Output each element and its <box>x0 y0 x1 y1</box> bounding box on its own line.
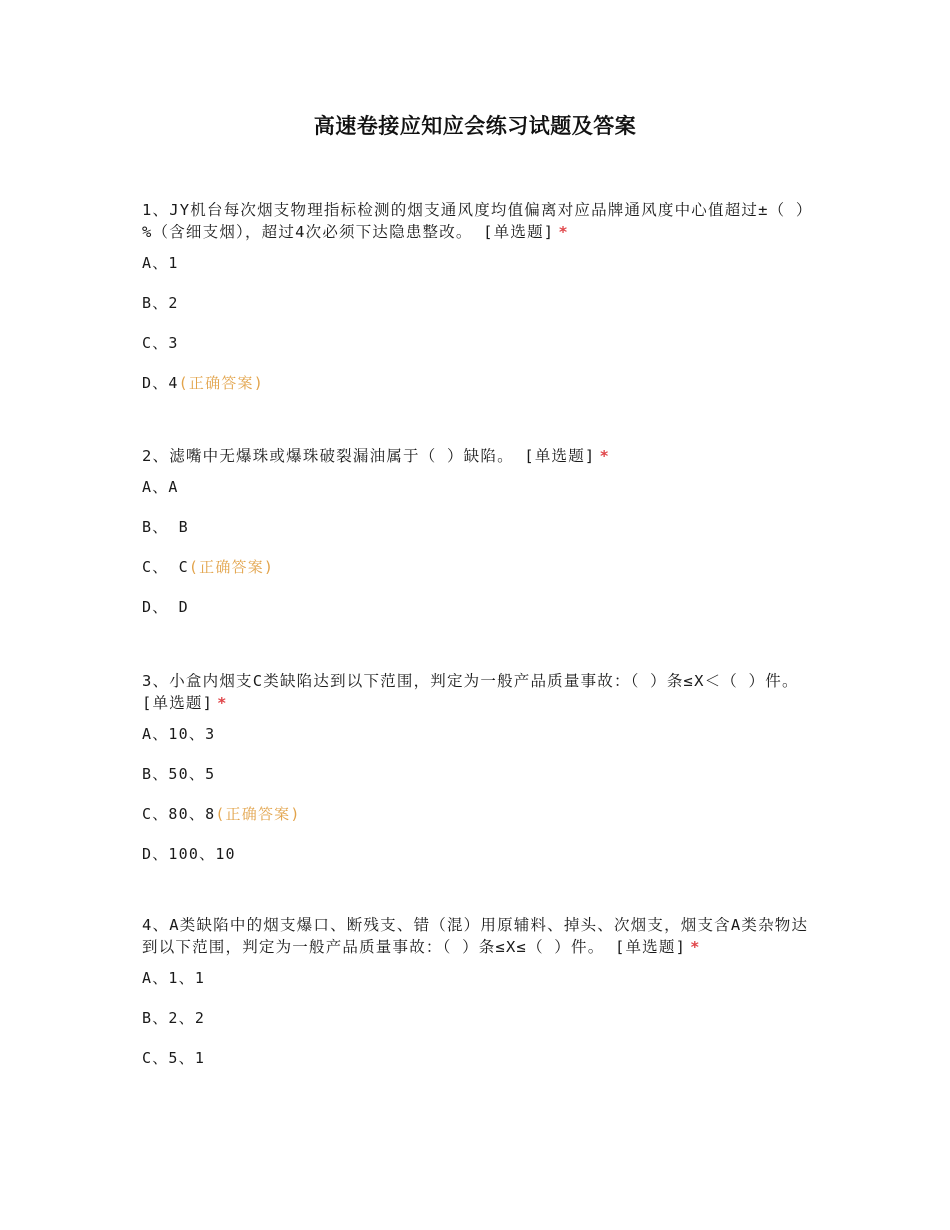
option-a[interactable]: A、10、3 <box>142 725 216 743</box>
option-a[interactable]: A、1、1 <box>142 969 206 987</box>
question-stem <box>142 445 812 467</box>
option-c[interactable]: C、 C(正确答案) <box>142 558 275 576</box>
question-3 <box>142 670 812 883</box>
option-list <box>142 252 812 412</box>
option-c[interactable]: C、80、8(正确答案) <box>142 805 301 823</box>
question-text: 3、小盒内烟支C类缺陷达到以下范围，判定为一般产品质量事故：（ ）条≤X＜（ ）件。 [单选题] <box>142 672 799 712</box>
question-2 <box>142 445 812 636</box>
question-text: 2、滤嘴中无爆珠或爆珠破裂漏油属于（ ）缺陷。 [单选题] <box>142 447 596 465</box>
required-asterisk: * <box>558 223 569 241</box>
option-b[interactable]: B、50、5 <box>142 765 216 783</box>
question-text: 4、A类缺陷中的烟支爆口、断残支、错（混）用原辅料、掉头、次烟支，烟支含A类杂物达到以下范围，判定为一般产品质量事故：（ ）条≤X≤（ ）件。 [单选题] <box>142 916 809 956</box>
question-stem <box>142 670 812 714</box>
option-list <box>142 723 812 883</box>
required-asterisk: * <box>217 694 228 712</box>
correct-answer-mark: (正确答案) <box>188 558 275 576</box>
question-4 <box>142 914 812 1087</box>
question-stem <box>142 199 812 243</box>
page-title: 高速卷接应知应会练习试题及答案 <box>313 113 637 138</box>
option-d[interactable]: D、4(正确答案) <box>142 374 264 392</box>
question-1 <box>142 199 812 412</box>
option-d[interactable]: D、 D <box>142 598 189 616</box>
required-asterisk: * <box>690 938 701 956</box>
option-d[interactable]: D、100、10 <box>142 845 236 863</box>
question-stem <box>142 914 812 958</box>
correct-answer-mark: (正确答案) <box>215 805 301 823</box>
option-b[interactable]: B、2 <box>142 294 179 312</box>
required-asterisk: * <box>599 447 611 465</box>
question-text: 1、JY机台每次烟支物理指标检测的烟支通风度均值偏离对应品牌通风度中心值超过±（ ）%（含细支烟），超过4次必须下达隐患整改。 [单选题] <box>142 201 805 241</box>
option-c[interactable]: C、5、1 <box>142 1049 206 1067</box>
option-list <box>142 476 812 636</box>
option-a[interactable]: A、A <box>142 478 179 496</box>
correct-answer-mark: (正确答案) <box>178 374 264 392</box>
option-list <box>142 967 812 1087</box>
option-c[interactable]: C、3 <box>142 334 179 352</box>
option-a[interactable]: A、1 <box>142 254 179 272</box>
option-b[interactable]: B、2、2 <box>142 1009 206 1027</box>
option-b[interactable]: B、 B <box>142 518 189 536</box>
